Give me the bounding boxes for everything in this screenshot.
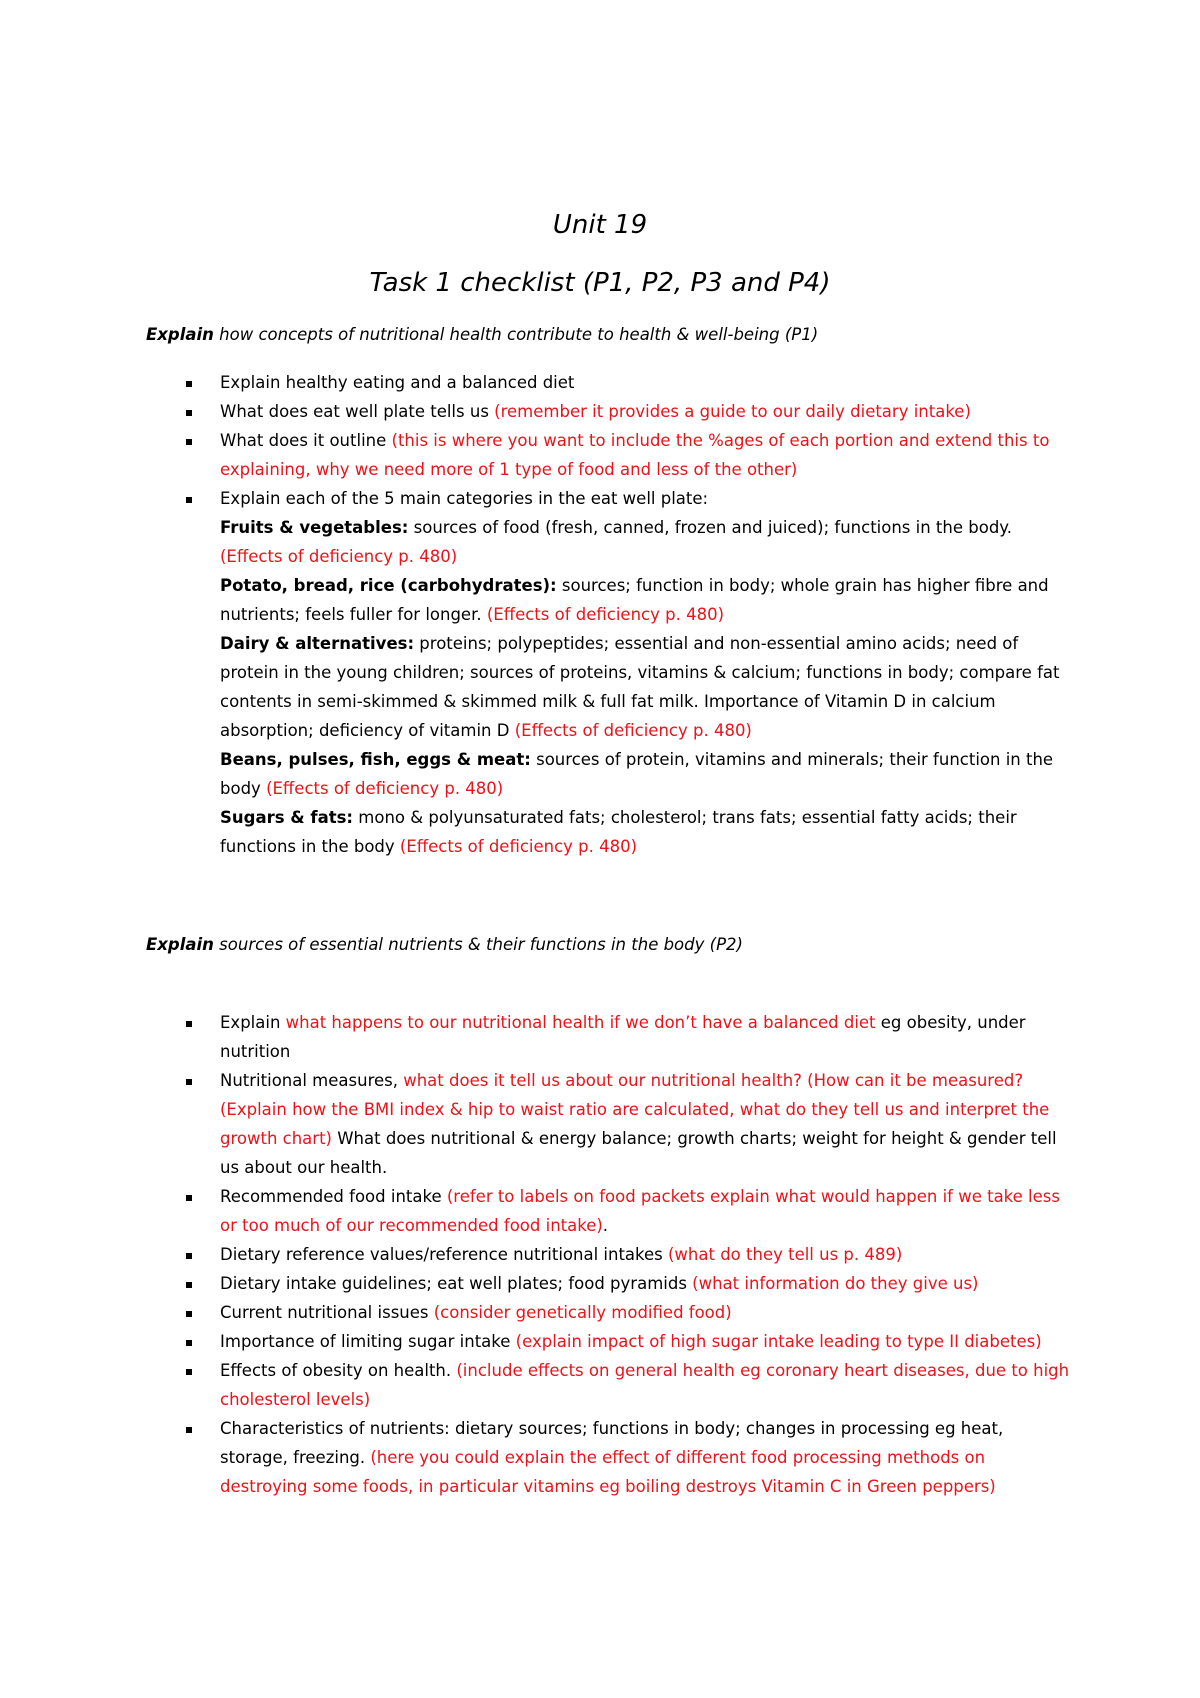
checklist-p2 (0, 1008, 1200, 1501)
list-item (0, 1008, 1200, 1066)
list-item (0, 1327, 1200, 1356)
list-item (0, 1414, 1200, 1501)
item-note: (include effects on general health eg coronary heart diseases, due to high cholesterol levels) (220, 1361, 1070, 1409)
item-text: Importance of limiting sugar intake (220, 1332, 516, 1351)
item-text: Characteristics of nutrients: dietary sources; functions in body; changes in processing eg heat, storage, freezing. (220, 1419, 1004, 1467)
item-note: (consider genetically modified food) (433, 1303, 732, 1322)
list-item (0, 1298, 1200, 1327)
list-item (0, 1240, 1200, 1269)
square-bullet-icon (186, 1282, 192, 1288)
square-bullet-icon (186, 1253, 192, 1259)
section-heading-p1 (146, 324, 1106, 346)
category-label: Fruits & vegetables: (220, 518, 409, 537)
item-text: Explain each of the 5 main categories in the eat well plate: (220, 489, 709, 508)
category-dairy (220, 629, 1070, 745)
item-text: Explain healthy eating and a balanced diet (220, 373, 575, 392)
square-bullet-icon (186, 439, 192, 445)
item-text: Recommended food intake (220, 1187, 447, 1206)
item-text: Current nutritional issues (220, 1303, 434, 1322)
list-item (0, 1066, 1200, 1182)
category-note: (Effects of deficiency p. 480) (514, 721, 752, 740)
item-text: Effects of obesity on health. (220, 1361, 457, 1380)
item-note: (remember it provides a guide to our daily dietary intake) (494, 402, 971, 421)
category-fruits (220, 513, 1070, 571)
item-text-tail: . (602, 1216, 609, 1235)
list-item (0, 484, 1200, 861)
category-label: Potato, bread, rice (carbohydrates): (220, 576, 557, 595)
checklist-p1 (0, 368, 1200, 861)
item-note: what does it tell us about our nutritional health? (How can it be measured? (Explain how the BMI index & hip to waist ratio are calculated, what do they tell us and interpret the growth chart) (220, 1071, 1050, 1148)
item-text: Explain (220, 1013, 286, 1032)
list-item (0, 1269, 1200, 1298)
category-carbohydrates (220, 571, 1070, 629)
category-text: proteins; polypeptides; essential and non-essential amino acids; need of protein in the young children; sources of proteins, vitamins & calcium; functions in body; compare fat contents in semi-skimmed & skimmed milk & full fat milk. Importance of Vitamin D in calcium absorption; deficiency of vitamin D (220, 634, 1060, 740)
item-note: (explain impact of high sugar intake leading to type II diabetes) (515, 1332, 1042, 1351)
item-note: (what do they tell us p. 489) (667, 1245, 903, 1264)
square-bullet-icon (186, 1427, 192, 1433)
item-text: What does eat well plate tells us (220, 402, 495, 421)
square-bullet-icon (186, 381, 192, 387)
item-note: (refer to labels on food packets explain what would happen if we take less or too much of our recommended food intake) (220, 1187, 1060, 1235)
item-note: (here you could explain the effect of different food processing methods on destroying some foods, in particular vitamins eg boiling destroys Vitamin C in Green peppers) (220, 1448, 996, 1496)
category-label: Sugars & fats: (220, 808, 354, 827)
category-text: sources of protein, vitamins and minerals; their function in the body (220, 750, 1054, 798)
item-text-tail: What does nutritional & energy balance; growth charts; weight for height & gender tell us about our health. (220, 1129, 1057, 1177)
square-bullet-icon (186, 497, 192, 503)
item-note: (what information do they give us) (692, 1274, 979, 1293)
category-note: (Effects of deficiency p. 480) (399, 837, 638, 856)
category-label: Beans, pulses, fish, eggs & meat: (220, 750, 531, 769)
item-text: What does it outline (220, 431, 392, 450)
heading-text: how concepts of nutritional health contribute to health & well-being (P1) (213, 325, 819, 344)
square-bullet-icon (186, 1340, 192, 1346)
category-note: (Effects of deficiency p. 480) (486, 605, 725, 624)
square-bullet-icon (186, 1021, 192, 1027)
heading-bold: Explain (146, 325, 214, 344)
section-heading-p2 (146, 934, 1106, 956)
category-note: (Effects of deficiency p. 480) (220, 547, 458, 566)
category-protein (220, 745, 1070, 803)
category-sugars-fats (220, 803, 1070, 861)
square-bullet-icon (186, 1195, 192, 1201)
square-bullet-icon (186, 1311, 192, 1317)
item-note: (this is where you want to include the %ages of each portion and extend this to explaining, why we need more of 1 type of food and less of the other) (220, 431, 1050, 479)
list-item (0, 1356, 1200, 1414)
item-text: Nutritional measures, (220, 1071, 404, 1090)
category-note: (Effects of deficiency p. 480) (266, 779, 504, 798)
list-item (0, 1182, 1200, 1240)
category-text: mono & polyunsaturated fats; cholesterol; trans fats; essential fatty acids; their functions in the body (220, 808, 1017, 856)
heading-text: sources of essential nutrients & their functions in the body (P2) (213, 935, 743, 954)
page-title: Unit 19 (552, 210, 648, 240)
square-bullet-icon (186, 410, 192, 416)
square-bullet-icon (186, 1369, 192, 1375)
category-label: Dairy & alternatives: (220, 634, 415, 653)
list-item (0, 368, 1200, 397)
item-text: Dietary intake guidelines; eat well plates; food pyramids (220, 1274, 693, 1293)
page-subtitle: Task 1 checklist (P1, P2, P3 and P4) (369, 268, 831, 298)
heading-bold: Explain (146, 935, 214, 954)
category-text: sources; function in body; whole grain has higher fibre and nutrients; feels fuller for longer. (220, 576, 1049, 624)
item-text-tail: eg obesity, under nutrition (220, 1013, 1026, 1061)
square-bullet-icon (186, 1079, 192, 1085)
category-text: sources of food (fresh, canned, frozen and juiced); functions in the body. (408, 518, 1012, 537)
item-note: what happens to our nutritional health if we don’t have a balanced diet (285, 1013, 876, 1032)
list-item (0, 426, 1200, 484)
item-text: Dietary reference values/reference nutritional intakes (220, 1245, 668, 1264)
list-item (0, 397, 1200, 426)
